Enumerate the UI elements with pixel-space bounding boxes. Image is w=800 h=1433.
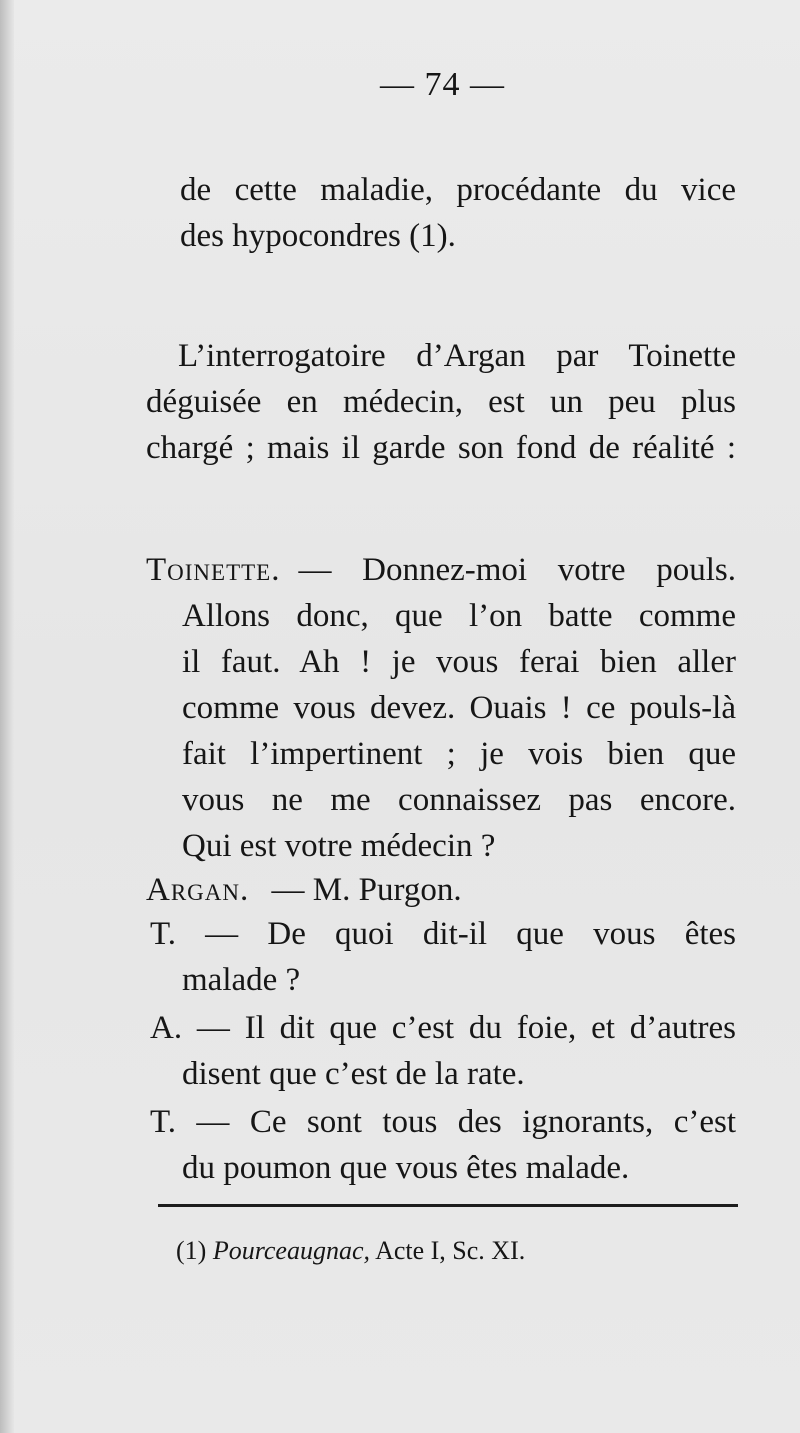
toinette-speech-line-5: fait l’impertinent ; je vois bien que [182,736,736,772]
footnote-marker: (1) [176,1236,207,1265]
paragraph-1-line-2: des hypocondres (1). [180,218,456,254]
t-speech-1-line-1: T. — De quoi dit-il que vous êtes [150,916,736,952]
t-speech-1-line-2: malade ? [182,962,301,998]
toinette-speech-line-7: Qui est votre médecin ? [182,828,496,864]
footnote-reference: Acte I, Sc. XI. [375,1236,526,1265]
t-speech-2-line-1: T. — Ce sont tous des ignorants, c’est [150,1104,736,1140]
dialogue-argan-line [146,870,462,910]
toinette-speech-line-3: il faut. Ah ! je vous ferai bien aller [182,644,736,680]
toinette-speech-line-1: — Donnez-moi votre pouls. [298,552,736,588]
a-speech-line-2: disent que c’est de la rate. [182,1056,525,1092]
speaker-toinette: Toinette. [146,552,281,588]
paragraph-2-line-1: L’interrogatoire d’Argan par Toinette [178,338,736,374]
toinette-speech-line-6: vous ne me connaissez pas encore. [182,782,736,818]
toinette-speech-line-2: Allons donc, que l’on batte comme [182,598,736,634]
footnote-title: Pourceaugnac, [212,1236,370,1265]
paragraph-1-line-1: de cette maladie, procédante du vice [180,172,736,208]
argan-speech-line-1: — M. Purgon. [271,872,462,908]
paragraph-2-line-3: chargé ; mais il garde son fond de réalité : [146,430,736,466]
speaker-argan: Argan. [146,872,250,908]
page-number: — 74 — [380,66,505,103]
dialogue-toinette-first-line [146,550,736,590]
toinette-speech-line-4: comme vous devez. Ouais ! ce pouls-là [182,690,736,726]
a-speech-line-1: A. — Il dit que c’est du foie, et d’autres [150,1010,736,1046]
footnote [176,1234,525,1268]
t-speech-2-line-2: du poumon que vous êtes malade. [182,1150,630,1186]
paragraph-2-line-2: déguisée en médecin, est un peu plus [146,384,736,420]
footnote-rule [158,1204,738,1207]
